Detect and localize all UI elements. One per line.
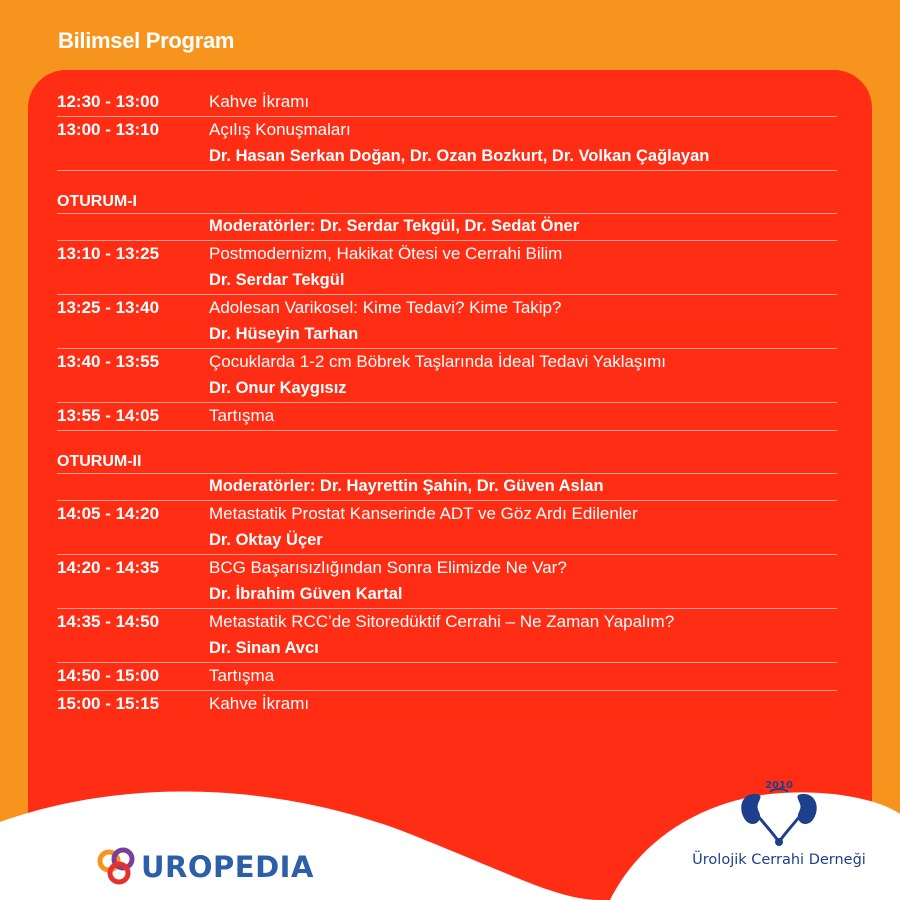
schedule-row bbox=[57, 349, 837, 403]
talk-title: Kahve İkramı bbox=[209, 693, 310, 713]
talk-title: BCG Başarısızlığından Sonra Elimizde Ne Var? bbox=[209, 558, 567, 578]
talk-title: Çocuklarda 1-2 cm Böbrek Taşlarında İdeal Tedavi Yaklaşımı bbox=[209, 352, 667, 372]
schedule-row bbox=[57, 89, 837, 117]
time-slot: 14:35 - 14:50 bbox=[57, 612, 160, 632]
uropedia-logo bbox=[95, 847, 314, 887]
speaker-name: Dr. İbrahim Güven Kartal bbox=[209, 585, 403, 604]
schedule-row bbox=[57, 117, 837, 171]
kidney-emblem-icon bbox=[736, 788, 822, 848]
time-slot: 13:55 - 14:05 bbox=[57, 406, 160, 426]
speaker-names: Dr. Hasan Serkan Doğan, Dr. Ozan Bozkurt, Dr. Volkan Çağlayan bbox=[209, 146, 710, 165]
time-slot: 13:00 - 13:10 bbox=[57, 119, 160, 139]
talk-title: Metastatik RCC’de Sitoredüktif Cerrahi – Ne Zaman Yapalım? bbox=[209, 612, 675, 632]
time-slot: 14:05 - 14:20 bbox=[57, 504, 160, 524]
session-header bbox=[57, 185, 837, 214]
moderators-row bbox=[57, 474, 837, 502]
time-slot: 12:30 - 13:00 bbox=[57, 92, 160, 112]
time-slot: 14:50 - 15:00 bbox=[57, 666, 160, 686]
speaker-name: Dr. Sinan Avcı bbox=[209, 639, 319, 658]
speaker-name: Dr. Onur Kaygısız bbox=[209, 379, 347, 398]
talk-title: Postmodernizm, Hakikat Ötesi ve Cerrahi Bilim bbox=[209, 244, 563, 264]
session-title: OTURUM-II bbox=[57, 452, 142, 470]
talk-title: Tartışma bbox=[209, 406, 275, 426]
moderators: Moderatörler: Dr. Serdar Tekgül, Dr. Sedat Öner bbox=[209, 217, 580, 236]
moderators-row bbox=[57, 214, 837, 242]
schedule-row bbox=[57, 501, 837, 555]
schedule-row bbox=[57, 555, 837, 609]
page-title: Bilimsel Program bbox=[58, 28, 235, 53]
schedule bbox=[57, 89, 837, 717]
schedule-row bbox=[57, 609, 837, 663]
talk-title: Metastatik Prostat Kanserinde ADT ve Göz Ardı Edilenler bbox=[209, 504, 638, 524]
moderators: Moderatörler: Dr. Hayrettin Şahin, Dr. Güven Aslan bbox=[209, 477, 604, 496]
time-slot: 14:20 - 14:35 bbox=[57, 558, 160, 578]
uropedia-rings-icon bbox=[95, 847, 139, 887]
ucd-logo bbox=[668, 780, 890, 890]
time-slot: 13:25 - 13:40 bbox=[57, 298, 160, 318]
ucd-year: 2010 bbox=[765, 780, 793, 791]
session-title: OTURUM-I bbox=[57, 192, 137, 210]
schedule-row bbox=[57, 403, 837, 431]
schedule-row bbox=[57, 295, 837, 349]
uropedia-wordmark: UROPEDIA bbox=[141, 850, 314, 884]
time-slot: 13:40 - 13:55 bbox=[57, 352, 160, 372]
time-slot: 13:10 - 13:25 bbox=[57, 244, 160, 264]
session-header bbox=[57, 445, 837, 474]
speaker-name: Dr. Serdar Tekgül bbox=[209, 271, 345, 290]
schedule-row bbox=[57, 663, 837, 691]
ucd-name: Ürolojik Cerrahi Derneği bbox=[692, 852, 866, 868]
talk-title: Açılış Konuşmaları bbox=[209, 119, 351, 139]
time-slot: 15:00 - 15:15 bbox=[57, 693, 160, 713]
schedule-row bbox=[57, 241, 837, 295]
talk-title: Tartışma bbox=[209, 666, 275, 686]
speaker-name: Dr. Hüseyin Tarhan bbox=[209, 325, 359, 344]
speaker-name: Dr. Oktay Üçer bbox=[209, 531, 323, 550]
talk-title: Adolesan Varikosel: Kime Tedavi? Kime Takip? bbox=[209, 298, 562, 318]
schedule-row bbox=[57, 691, 837, 718]
talk-title: Kahve İkramı bbox=[209, 92, 310, 112]
